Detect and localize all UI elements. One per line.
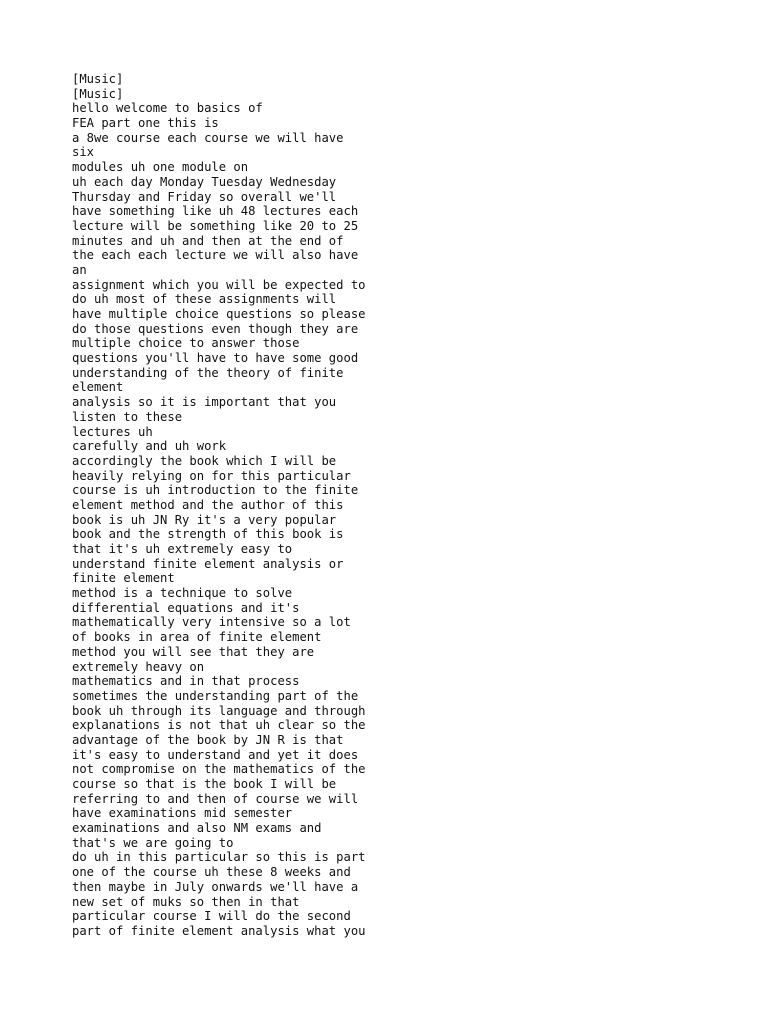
transcript-line: then maybe in July onwards we'll have a	[72, 879, 359, 894]
transcript-line: uh each day Monday Tuesday Wednesday	[72, 174, 337, 189]
transcript-line: Thursday and Friday so overall we'll	[72, 189, 337, 204]
transcript-line: method is a technique to solve	[72, 586, 293, 601]
transcript-line: one of the course uh these 8 weeks and	[72, 865, 351, 880]
transcript-line: understand finite element analysis or	[72, 556, 344, 571]
transcript-line: [Music]	[72, 72, 124, 86]
transcript-line: multiple choice to answer those	[72, 336, 300, 351]
transcript-line: element method and the author of this	[72, 497, 344, 512]
transcript-line: explanations is not that uh clear so the	[72, 718, 366, 733]
transcript-line: referring to and then of course we will	[72, 791, 359, 806]
transcript-line: mathematically very intensive so a lot	[72, 615, 351, 630]
transcript-line: that it's uh extremely easy to	[72, 542, 293, 556]
transcript-line: examinations and also NM exams and	[72, 821, 322, 836]
transcript-line: part of finite element analysis what you	[72, 923, 366, 938]
transcript-line: carefully and uh work	[72, 439, 227, 454]
transcript-line: lectures uh	[72, 424, 153, 439]
transcript-line: method you will see that they are	[72, 644, 315, 659]
transcript-line: do uh in this particular so this is part	[72, 850, 366, 865]
transcript-line: have multiple choice questions so please	[72, 307, 366, 321]
transcript-line: assignment which you will be expected to	[72, 277, 366, 292]
transcript-line: book uh through its language and through	[72, 703, 366, 718]
transcript-line: book and the strength of this book is	[72, 527, 344, 542]
transcript-line: six	[72, 145, 95, 160]
transcript-line: advantage of the book by JN R is that	[72, 732, 344, 747]
transcript-line: it's easy to understand and yet it does	[72, 747, 359, 762]
transcript-line: of books in area of finite element	[72, 630, 322, 645]
transcript-line: extremely heavy on	[72, 659, 205, 674]
transcript-line: minutes and uh and then at the end of	[72, 233, 344, 248]
transcript-line: have something like uh 48 lectures each	[72, 204, 359, 219]
transcript-line: [Music]	[72, 86, 124, 101]
transcript-line: heavily relying on for this particular	[72, 468, 351, 483]
transcript-line: not compromise on the mathematics of the	[72, 762, 366, 777]
transcript-line: understanding of the theory of finite	[72, 365, 344, 380]
transcript-text	[72, 72, 366, 939]
transcript-line: FEA part one this is	[72, 116, 219, 131]
transcript-line: do those questions even though they are	[72, 321, 359, 336]
transcript-line: a 8we course each course we will have	[72, 130, 344, 145]
transcript-line: differential equations and it's	[72, 600, 300, 615]
transcript-line: course is uh introduction to the finite	[72, 483, 359, 498]
transcript-line: course so that is the book I will be	[72, 777, 337, 791]
transcript-line: finite element	[72, 571, 175, 586]
transcript-line: mathematics and in that process	[72, 674, 300, 689]
transcript-line: new set of muks so then in that	[72, 894, 300, 909]
transcript-line: have examinations mid semester	[72, 806, 293, 821]
transcript-line: book is uh JN Ry it's a very popular	[72, 512, 337, 527]
transcript-line: accordingly the book which I will be	[72, 453, 337, 468]
transcript-line: analysis so it is important that you	[72, 395, 337, 410]
transcript-line: that's we are going to	[72, 835, 234, 850]
transcript-line: do uh most of these assignments will	[72, 292, 337, 307]
transcript-line: sometimes the understanding part of the	[72, 688, 359, 703]
transcript-line: particular course I will do the second	[72, 909, 351, 924]
transcript-line: an	[72, 262, 87, 277]
transcript-line: questions you'll have to have some good	[72, 351, 359, 366]
transcript-line: hello welcome to basics of	[72, 101, 263, 116]
transcript-line: listen to these	[72, 409, 183, 424]
transcript-line: lecture will be something like 20 to 25	[72, 218, 359, 233]
transcript-line: element	[72, 380, 124, 395]
transcript-line: modules uh one module on	[72, 160, 249, 175]
transcript-line: the each each lecture we will also have	[72, 248, 359, 263]
